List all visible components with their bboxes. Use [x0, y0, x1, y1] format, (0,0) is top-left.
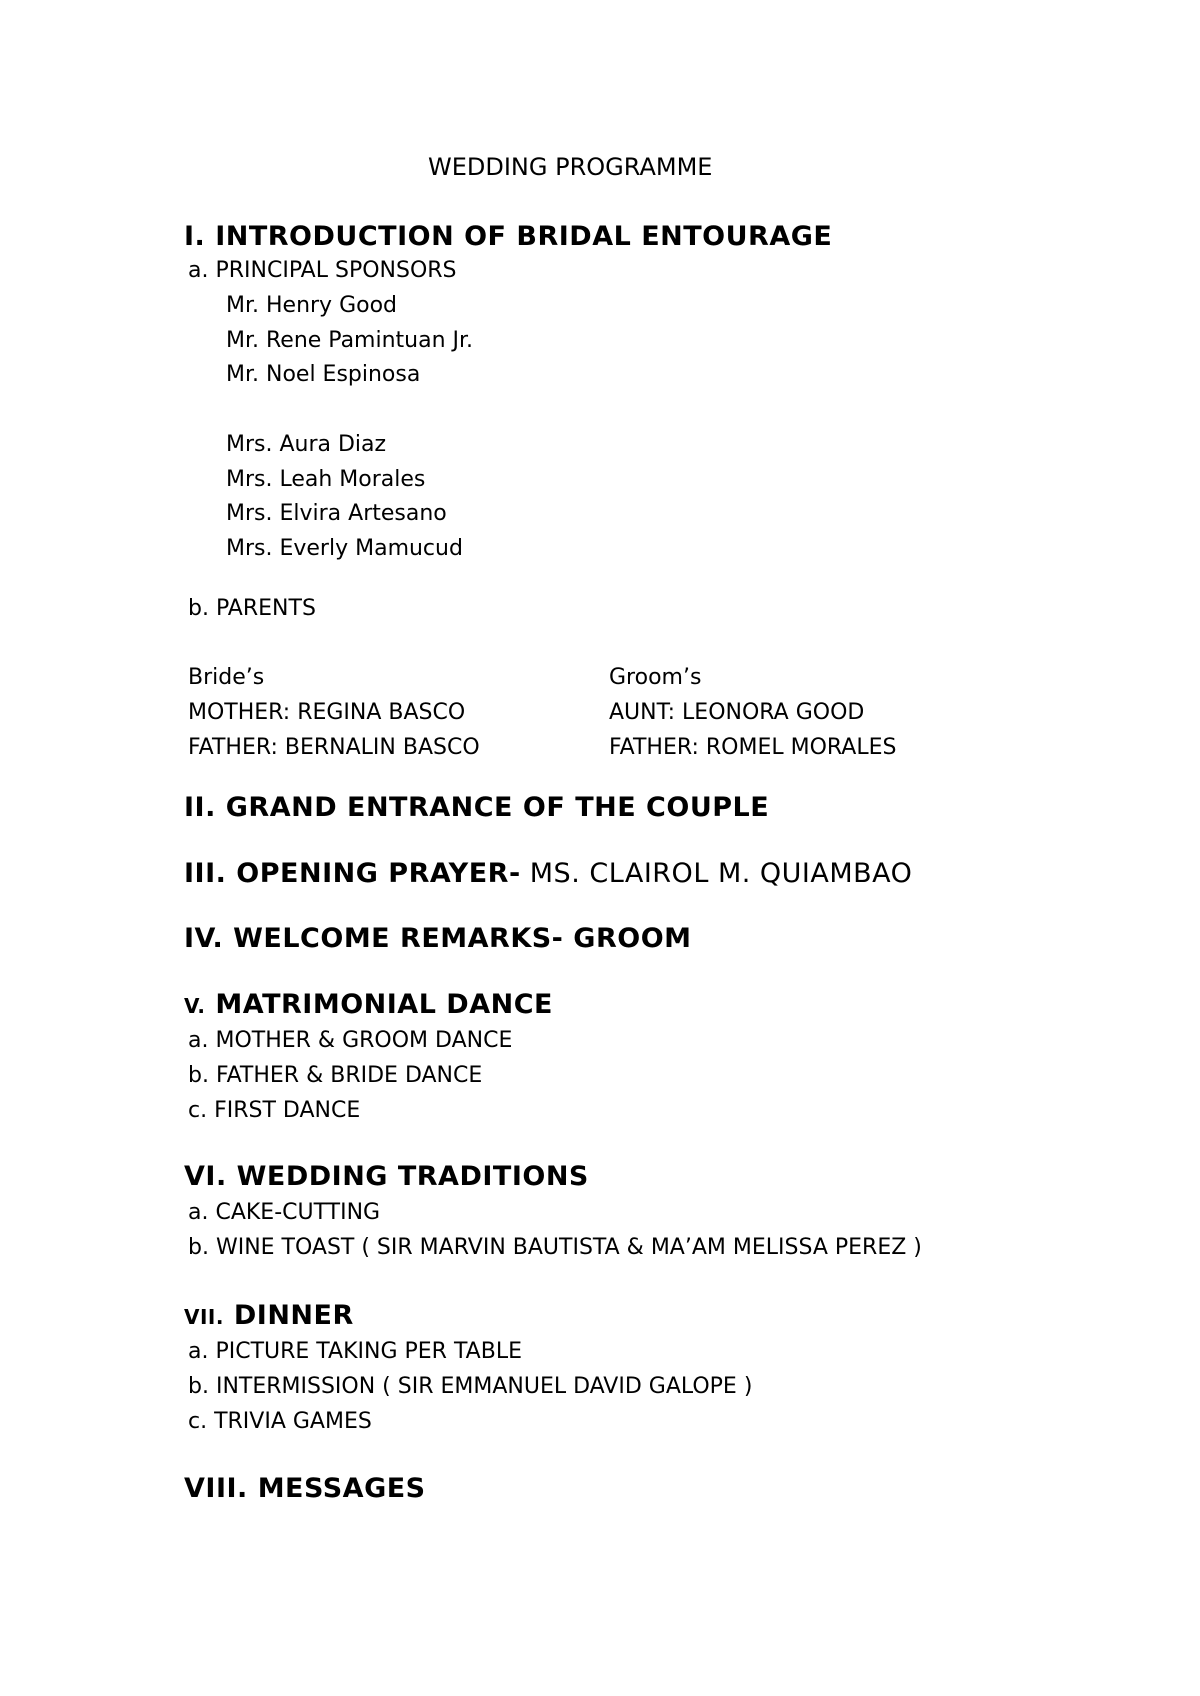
opening-prayer-person: MS. CLAIROL M. QUIAMBAO [520, 858, 913, 889]
groom-aunt: AUNT: LEONORA GOOD [609, 700, 865, 725]
dinner-item-3: c. TRIVIA GAMES [188, 1409, 372, 1434]
parents-label: b. PARENTS [188, 596, 316, 621]
section-5-heading [184, 991, 553, 1018]
section-7-numeral: VII. [184, 1305, 224, 1329]
section-5-numeral: V. [184, 994, 206, 1018]
bride-father: FATHER: BERNALIN BASCO [188, 735, 480, 760]
sponsor-mrs-1: Mrs. Aura Diaz [226, 432, 387, 457]
grooms-parents-header: Groom’s [609, 665, 702, 690]
section-3-heading [184, 860, 912, 887]
section-7-heading [184, 1302, 354, 1329]
section-3-title: III. OPENING PRAYER- [184, 858, 521, 889]
section-4-heading: IV. WELCOME REMARKS- GROOM [184, 923, 692, 954]
dance-item-1: a. MOTHER & GROOM DANCE [188, 1028, 513, 1053]
sponsor-mr-1: Mr. Henry Good [226, 293, 398, 318]
bride-mother: MOTHER: REGINA BASCO [188, 700, 466, 725]
dance-item-2: b. FATHER & BRIDE DANCE [188, 1063, 483, 1088]
sponsor-mrs-4: Mrs. Everly Mamucud [226, 536, 463, 561]
dance-item-3: c. FIRST DANCE [188, 1098, 361, 1123]
section-2-heading: II. GRAND ENTRANCE OF THE COUPLE [184, 792, 770, 823]
tradition-item-1: a. CAKE-CUTTING [188, 1200, 381, 1225]
section-1-heading: I. INTRODUCTION OF BRIDAL ENTOURAGE [184, 221, 833, 252]
sponsor-mr-2: Mr. Rene Pamintuan Jr. [226, 328, 474, 353]
sponsor-mrs-2: Mrs. Leah Morales [226, 467, 426, 492]
section-5-title: MATRIMONIAL DANCE [215, 989, 553, 1020]
dinner-item-2: b. INTERMISSION ( SIR EMMANUEL DAVID GALOPE ) [188, 1374, 753, 1399]
tradition-item-2: b. WINE TOAST ( SIR MARVIN BAUTISTA & MA’AM MELISSA PEREZ ) [188, 1235, 922, 1260]
groom-father: FATHER: ROMEL MORALES [609, 735, 897, 760]
sponsor-mrs-3: Mrs. Elvira Artesano [226, 501, 447, 526]
dinner-item-1: a. PICTURE TAKING PER TABLE [188, 1339, 522, 1364]
brides-parents-header: Bride’s [188, 665, 265, 690]
document-title: WEDDING PROGRAMME [428, 153, 713, 181]
section-7-title: DINNER [233, 1300, 354, 1331]
principal-sponsors-label: a. PRINCIPAL SPONSORS [188, 258, 457, 283]
section-6-heading: VI. WEDDING TRADITIONS [184, 1161, 589, 1192]
sponsor-mr-3: Mr. Noel Espinosa [226, 362, 421, 387]
section-8-heading: VIII. MESSAGES [184, 1473, 426, 1504]
